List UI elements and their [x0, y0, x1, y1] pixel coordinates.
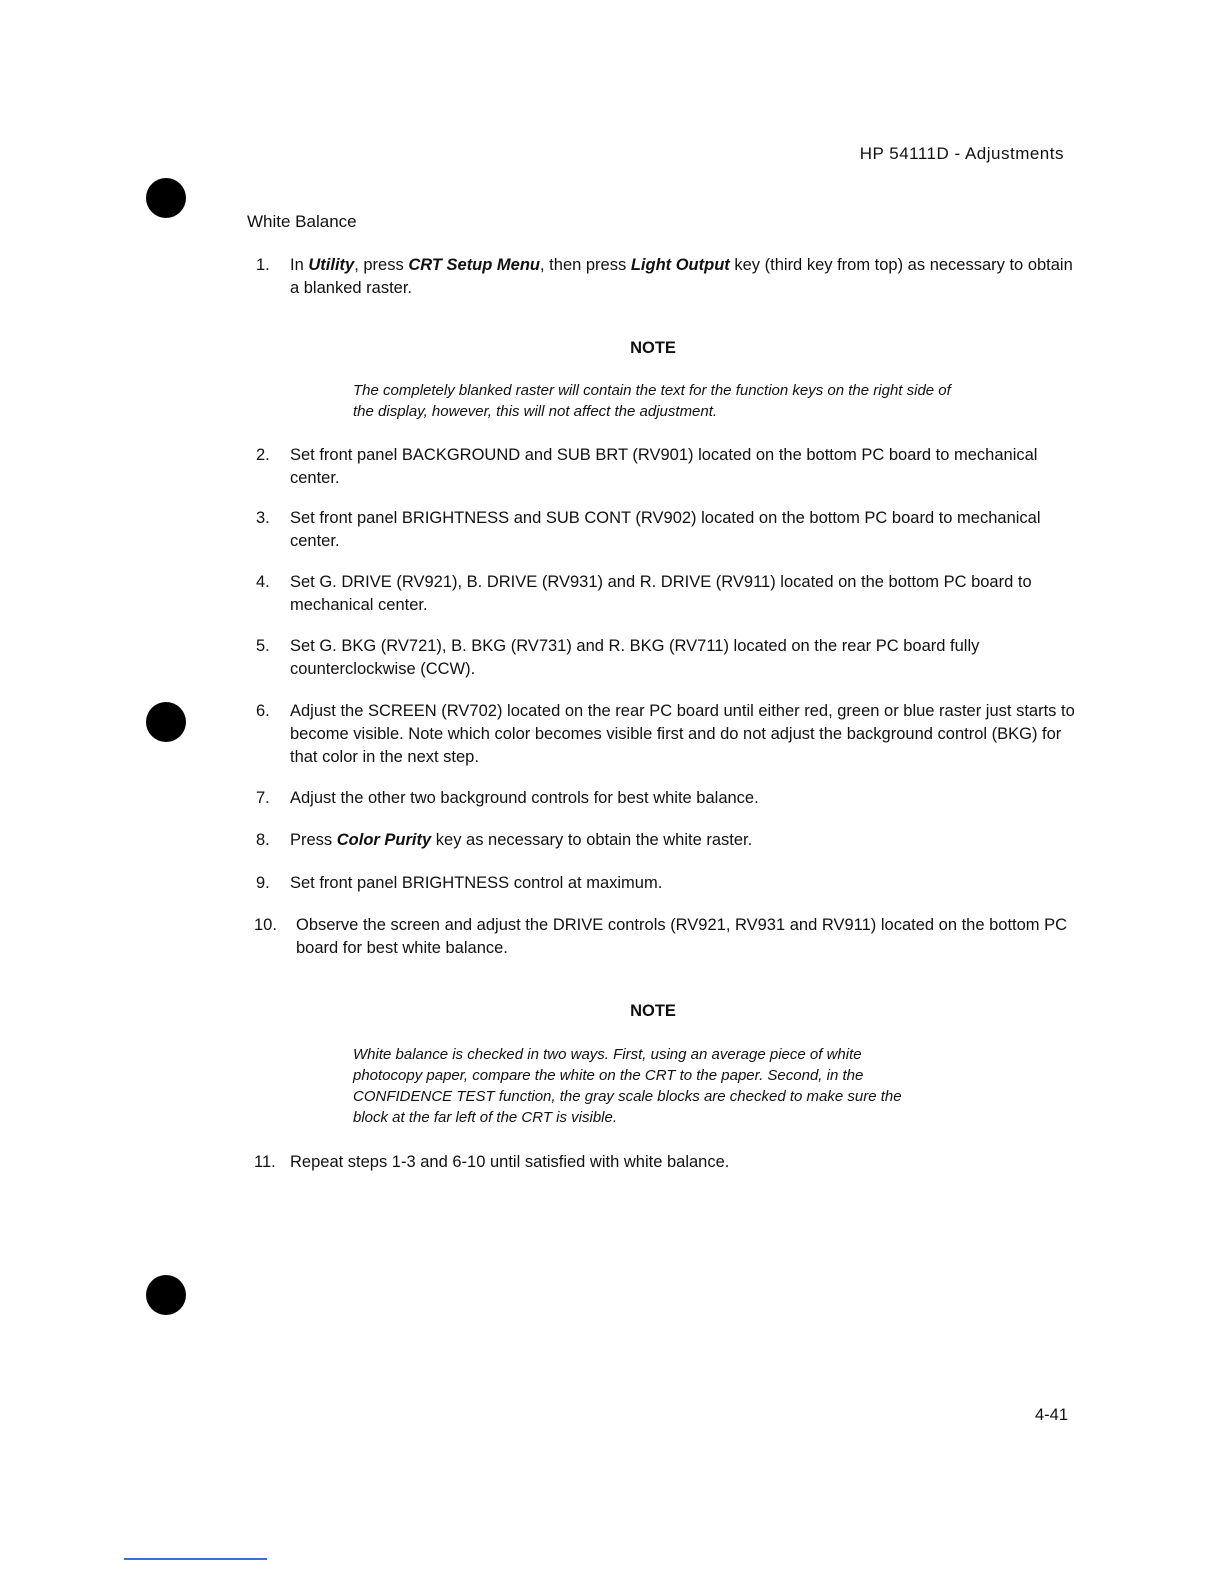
step-text: Set front panel BRIGHTNESS and SUB CONT (RV902) located on the bottom PC board to mechanical center. [290, 509, 1041, 550]
step-text: Adjust the other two background controls for best white balance. [290, 789, 759, 807]
softkey-light-output: Light Output [630, 256, 730, 274]
softkey-crt-setup-menu: CRT Setup Menu [408, 256, 541, 274]
step-number: 1. [256, 256, 270, 274]
step-text: Repeat steps 1-3 and 6-10 until satisfied with white balance. [290, 1153, 730, 1171]
step-text: Press Color Purity key as necessary to obtain the white raster. [290, 831, 753, 849]
note-title: NOTE [630, 339, 676, 357]
page-header: HP 54111D - Adjustments [859, 144, 1064, 163]
step-number: 6. [256, 702, 270, 720]
step-text: Adjust the SCREEN (RV702) located on the rear PC board until either red, green or blue raster just starts to become visible. Note which color becomes visible first and do not adjust the background control (BKG) for that color in the next step. [290, 702, 1075, 766]
step-1 [256, 254, 1076, 300]
step-number: 10. [254, 916, 277, 934]
step-2 [256, 444, 1076, 490]
binder-hole-middle [146, 702, 186, 742]
softkey-color-purity: Color Purity [336, 831, 432, 849]
step-number: 2. [256, 446, 270, 464]
step-text: Set G. BKG (RV721), B. BKG (RV731) and R. BKG (RV711) located on the rear PC board fully counterclockwise (CCW). [290, 637, 980, 678]
note-body: The completely blanked raster will contain the text for the function keys on the right side of the display, however, this will not affect the adjustment. [353, 382, 951, 420]
step-4 [256, 571, 1076, 617]
section-title: White Balance [247, 212, 357, 231]
page-number: 4-41 [1034, 1406, 1068, 1424]
step-10 [254, 914, 1074, 960]
binder-hole-top [146, 178, 186, 218]
step-text: Set front panel BACKGROUND and SUB BRT (RV901) located on the bottom PC board to mechanical center. [290, 446, 1038, 487]
note-title: NOTE [630, 1002, 676, 1020]
step-text: Set G. DRIVE (RV921), B. DRIVE (RV931) and R. DRIVE (RV911) located on the bottom PC board to mechanical center. [290, 573, 1032, 614]
step-3 [256, 507, 1076, 553]
step-number: 3. [256, 509, 270, 527]
binder-hole-bottom [146, 1275, 186, 1315]
footer-rule [124, 1558, 267, 1560]
step-text: Set front panel BRIGHTNESS control at maximum. [290, 874, 663, 892]
softkey-utility: Utility [308, 256, 355, 274]
step-text: In Utility, press CRT Setup Menu, then press Light Output key (third key from top) as necessary to obtain a blanked raster. [290, 256, 1073, 297]
note-body: White balance is checked in two ways. First, using an average piece of white photocopy paper, compare the white on the CRT to the paper. Second, in the CONFIDENCE TEST function, the gray scale blocks are checked to make sure the block at the far left of the CRT is visible. [353, 1046, 902, 1126]
step-number: 9. [256, 874, 270, 892]
step-text: Observe the screen and adjust the DRIVE controls (RV921, RV931 and RV911) located on the bottom PC board for best white balance. [296, 916, 1068, 957]
step-9 [256, 872, 1076, 895]
step-number: 11. [254, 1153, 276, 1171]
step-8 [256, 829, 1076, 852]
step-number: 4. [256, 573, 270, 591]
step-number: 7. [256, 789, 270, 807]
step-5 [256, 635, 1076, 681]
step-6 [256, 700, 1076, 769]
step-number: 5. [256, 637, 270, 655]
step-number: 8. [256, 831, 270, 849]
step-7 [256, 787, 1076, 810]
step-11 [254, 1151, 1074, 1174]
